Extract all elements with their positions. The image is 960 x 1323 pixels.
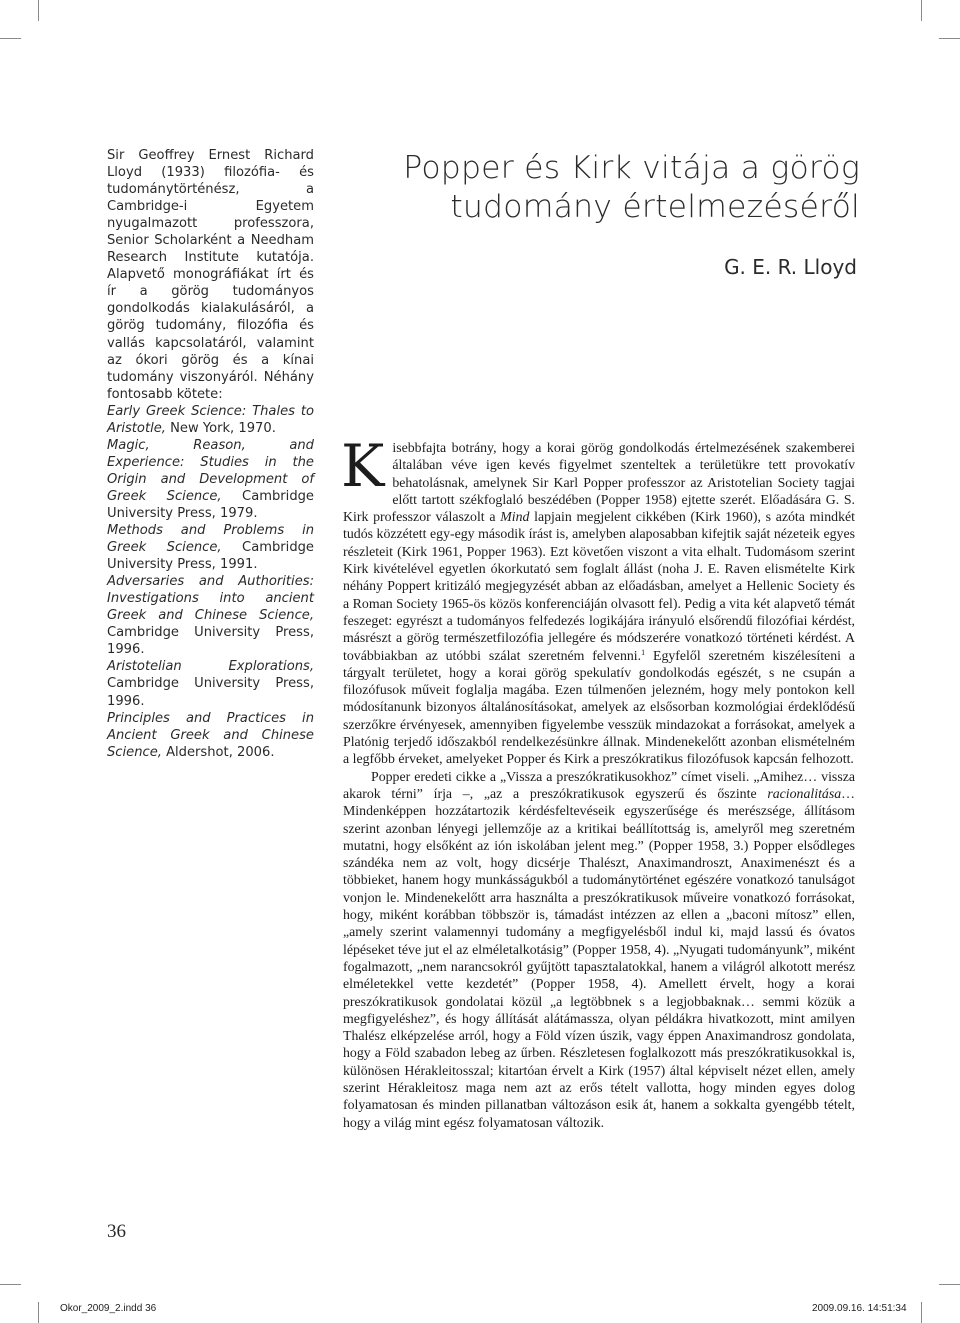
- work-details: Aldershot, 2006.: [161, 744, 275, 760]
- work-details: New York, 1970.: [165, 420, 276, 436]
- work-item: [107, 522, 314, 573]
- title-line: tudomány értelmezéséről: [450, 189, 860, 225]
- article-title: [400, 149, 860, 227]
- crop-mark: [921, 0, 922, 21]
- crop-mark: [38, 0, 39, 21]
- paragraph: Kisebbfajta botrány, hogy a korai görög gondolkodás értelmezésének szakemberei általában véve igen kevés figyelmet szenteltek a területükre tett provokatív behatolásnak, amelynek Sir Karl Popper professzor az Aristotelian Society tagjai előtt tartott székfoglaló beszédében (Popper 1958) ejtette szerét. Előadására G. S. Kirk professzor válaszolt a Mind lapjain megjelent cikkében (Kirk 1960), s azóta mindkét tudós közzétett egy-egy második írást is, amelyben alaposabban kifejtik saját nézeteik egyes részleteit (Kirk 1961, Popper 1963). Ezt követően viszont a vita elhalt. Tudomásom szerint Kirk kivételével egyetlen ókorkutató sem foglalt állást (noha J. E. Raven elismételte Kirk néhány Poppert kritizáló megjegyzését abban az előadásban, amelyet a Hellenic Society és a Roman Society 1965-ös közös konferenciáján olvasott fel). Pedig a vita két alapvető témát feszeget: egyrészt a tudományos felfedezés logikájára irányuló elsőrendű filozófiai kérdést, másrészt a görög természetfilozófia jellegére és módszerére vonatkozó történeti kérdést. A továbbiakban az utóbbi szálat szeretném felvenni.$^1$ Egyfelől szeretném kiszélesíteni a tárgyalt területet, hogy a korai görög spekulatív gondolkodás egészét, s ne csupán a filozófusok műveit foglalja magába. Ezen túlmenően jelezném, hogy mely pontokon kell módosítanunk bizonyos általánosításokat, amelyek az elsősorban kozmológiai érdeklődésű szerzőkre érvényesek, amennyiben figyelembe vesszük mindazokat a forrásokat, amelyek a Platónig terjedő időszakból rendelkezésünkre állnak. Mindenekelőtt azonban elismételném a legfőbb érveket, amelyeket Popper és Kirk a preszókratikus filozófusok kapcsán felhozott.: [341, 432, 855, 767]
- author-bio: Sir Geoffrey Ernest Richard Lloyd (1933) filozófia- és tudománytörténész, a Cambridge-i Egyetem nyugalmazott professzora, Senior Scholarként a Needham Research Institute kutatója. Alapvető monográfiákat írt és ír a görög tudományos gondolkodás kialakulásáról, a görög tudomány, filozófia és vallás kapcsolatáról, valamint az ókori görög és a kínai tudomány viszonyáról.: [107, 148, 314, 385]
- work-details: Cambridge University Press, 1996.: [107, 625, 314, 658]
- work-title: Aristotelian Explorations,: [107, 659, 314, 675]
- crop-mark: [939, 38, 960, 39]
- work-title: Methods and Problems in Greek Science,: [107, 523, 314, 556]
- crop-mark: [0, 38, 21, 39]
- article-author: G. E. R. Lloyd: [724, 255, 857, 279]
- author-bio-sidebar: [107, 147, 314, 761]
- page-number: 36: [107, 1221, 126, 1242]
- drop-cap: K: [341, 432, 385, 500]
- work-title: Principles and Practices in Ancient Greek and Chinese Science,: [107, 710, 314, 760]
- work-title: Early Greek Science: Thales to Aristotle,: [107, 403, 314, 436]
- work-item: [107, 437, 314, 522]
- work-item: [107, 573, 314, 658]
- work-title: Adversaries and Authorities: Investigations into ancient Greek and Chinese Science,: [107, 574, 314, 624]
- work-details: Cambridge University Press, 1996.: [107, 676, 314, 709]
- work-item: [107, 403, 314, 437]
- slug-file: Okor_2009_2.indd 36: [60, 1303, 157, 1314]
- crop-mark: [38, 1302, 39, 1323]
- work-title: Magic, Reason, and Experience: Studies in the Origin and Development of Greek Science,: [107, 437, 314, 504]
- slug-date: 2009.09.16. 14:51:34: [812, 1303, 907, 1314]
- footnote-ref[interactable]: 1: [641, 647, 646, 657]
- work-details: Cambridge University Press, 1991.: [107, 540, 314, 573]
- paragraph: Popper eredeti cikke a „Vissza a preszókratikusokhoz” címet viseli. „Amihez… vissza akarok térni” írja –, „az a preszókratikusok egyszerű és őszinte racionalitása… Mindenképpen hozzátartozik kérdésfeltevéseik egyszerűsége és merészsége, állításom szerint azonban lényegi jellemzője az a kritikai beállítottság is, amelyről meg szeretném mutatni, hogy elsőként az ión iskolában jelent meg.” (Popper 1958, 3.) Popper elsődleges szándéka nem az volt, hogy dicsérje Thalészt, Anaximandroszt, Anaximenészt és a többieket, hanem hogy munkásságukból a tudománytörténet egészére vonatkozó tanulságot vonjon le. Mindenekelőtt arra használta a preszókratikusok műveire vonatkozó forrásokat, hogy, miként korábban többször is, támadást intézzen az ellen a „baconi mítosz” ellen, „amely szerint valamennyi tudomány a megfigyelésből indul ki, majd lassú és óvatos lépéseket téve jut el az elméletalkotásig” (Popper 1958, 4). „Nyugati tudományunk”, miként fogalmazott, „nem narancsokról gyűjtött tapasztalatokkal, hanem a világról alkotott merész elméletekkel vette kezdetét” (Popper 1958, 4). Amellett érvelt, hogy a korai preszókratikusok gondolatai közül „a legtöbbnek s a legjobbaknak… semmi közük a megfigyeléshez”, és hogy állítását alátámassza, olyan példákra hivatkozott, mint amilyen Thalész elképzelése arról, hogy a Föld vízen úszik, vagy éppen Anaximandrosz gondolata, hogy a Föld szabadon lebeg az űrben. Részletesen foglalkozott más preszókratikusokkal is, különösen Hérakleitosszal; kitartóan érvelt a Kirk (1957) által képviselt nézet ellen, amely szerint Hérakleitosz maga nem azt az erős tételt vallotta, hogy minden egyes dolog folyamatosan és minden pillanatban változáson esik át, hanem a sokkalta gyengébb tételt, hogy a világ mint egész folyamatosan változik.: [343, 768, 855, 1130]
- work-item: [107, 658, 314, 709]
- title-line: Popper és Kirk vitája a görög: [403, 150, 860, 186]
- crop-mark: [0, 1284, 21, 1285]
- article-body: [341, 432, 855, 1131]
- crop-mark: [939, 1284, 960, 1285]
- work-details: Cambridge University Press, 1979.: [107, 488, 314, 521]
- work-item: [107, 710, 314, 761]
- works-label: Néhány fontosabb kötete:: [107, 369, 314, 402]
- crop-mark: [921, 1302, 922, 1323]
